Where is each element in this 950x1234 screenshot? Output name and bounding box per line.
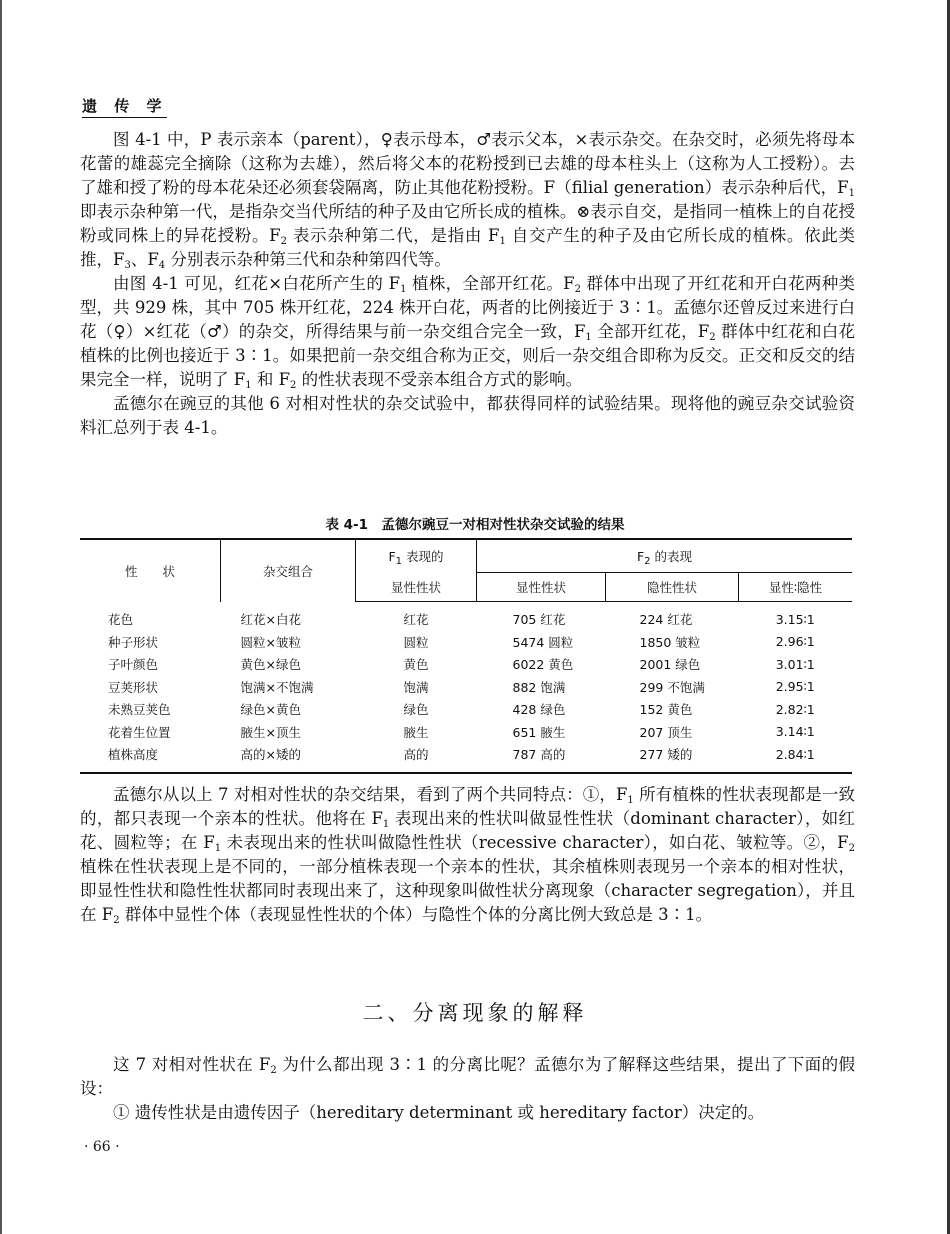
cell-ratio: 3.01∶1 [775,656,815,672]
table-row [80,653,852,676]
subscript: 2 [574,284,582,295]
cell-cross: 黄色×绿色 [240,657,301,673]
cell-recessive: 207 顶生 [639,724,693,740]
results-table [80,538,852,774]
subscript: 1 [245,380,252,391]
cell-cross: 圆粒×皱粒 [240,634,301,650]
header-trait: 性 状 [80,539,221,602]
text-run: 即表示杂种第一代，是指杂交当代所结的种子及由它所长成的植株。⊗表示自交，是指同一植株上的自花授粉或同株上的异花授粉。F [80,202,855,245]
text-run: 表现出来的性状叫做显性性状（dominant character），如红花、圆粒等；在 F [80,809,855,852]
header-f2-dominant: 显性性状 [477,573,606,602]
subscript: 1 [585,332,592,343]
cell-trait: 植株高度 [80,743,221,773]
header-f2-recessive: 隐性性状 [606,573,739,602]
text-run: 图 4-1 中，P 表示亲本（parent），♀表示母本，♂表示父本，×表示杂交。在杂交时，必须先将母本花蕾的雄蕊完全摘除（这称为去雄），然后将父本的花粉授到已去雄的母本柱头上（这称为人工授粉）。去了雄和授了粉的母本花朵还必须套袋隔离，防止其他花粉授粉。F（filial generation）表示杂种后代，F [80,130,855,197]
subscript: 3 [124,260,131,271]
cell-recessive: 277 矮的 [606,743,739,773]
text-run: ① 遗传性状是由遗传因子（hereditary determinant 或 hereditary factor）决定的。 [113,1103,765,1122]
text-run: 全部开红花，F [591,322,710,341]
text-run: 群体中红花和白花植株的比例也接近于 3∶1。如果把前一杂交组合称为正交，则后一杂交组合即称为反交。正交和反交的结果完全一样，说明了 F [80,322,855,389]
table-row [80,602,852,631]
cell-ratio: 3.14∶1 [775,724,815,740]
cell-dominant: 705 红花 [512,612,566,628]
cell-cross: 高的×矮的 [221,743,356,773]
paragraph [80,783,855,927]
subscript: 1 [499,236,506,247]
cell-trait: 豆荚形状 [108,679,159,695]
subscript: 1 [848,188,855,199]
cell-ratio: 2.82∶1 [775,701,815,717]
cell-ratio: 2.95∶1 [775,679,815,695]
header-f2-group: $F_2$ 的表现 [477,539,853,573]
text-run: 植株在性状表现上是不同的，一部分植株表现一个亲本的性状，其余植株则表现另一个亲本的相对性状，即显性性状和隐性性状都同时表现出来了，这种现象叫做性状分离现象（character segregation），并且在 F [80,857,855,924]
cell-trait: 花着生位置 [108,724,171,740]
subscript: 4 [158,260,166,271]
text-run: 分别表示杂种第三代和杂种第四代等。 [165,250,451,269]
paragraph [80,272,855,392]
cell-cross: 红花×白花 [240,612,301,627]
cell-dominant: 787 高的 [477,743,606,773]
cell-f1: 高的 [356,743,477,773]
cell-recessive: 224 红花 [639,612,693,628]
subscript: 1 [627,795,634,806]
paragraph [80,1053,855,1101]
text-run: 这 7 对相对性状在 F [113,1055,271,1074]
cell-cross: 饱满×不饱满 [240,679,314,695]
text-run: 植株，全部开红花。F [406,274,575,293]
cell-dominant: 6022 黄色 [512,657,574,673]
page-left-edge [0,0,2,1234]
subscript: 2 [709,332,716,343]
table-row [80,631,852,654]
cell-dominant: 5474 圆粒 [512,634,574,650]
table-row [80,743,852,773]
subscript: 1 [382,819,390,830]
cell-f1: 圆粒 [403,634,429,650]
text-run: 自交产生的种子及由它所长成的植株。依此类推，F [80,226,855,269]
table-row [80,721,852,744]
cell-ratio: 2.96∶1 [775,634,815,650]
cell-trait: 种子形状 [108,634,159,650]
text-run: 由图 4-1 可见，红花×白花所产生的 F [113,274,401,293]
table-title: 表 4-1 孟德尔豌豆一对相对性状杂交试验的结果 [325,517,625,533]
text-run: 、F [130,250,159,269]
text-run: 孟德尔从以上 7 对相对性状的杂交结果，看到了两个共同特点：①，F [113,785,628,804]
text-run: 群体中出现了开红花和开白花两种类型，共 929 株，其中 705 株开红花，224 株开白花，两者的比例接近于 3∶1。孟德尔还曾反过来进行白花（♀）×红花（♂）的杂交，所得结果与前一杂交组合完全一致，F [80,274,855,341]
text-run: 所有植株的性状表现都是一致的，都只表现一个亲本的性状。他将在 F [80,785,856,828]
subscript: 2 [113,915,120,926]
header-f2-ratio: 显性∶隐性 [739,573,853,602]
header-cross: 杂交组合 [221,539,356,602]
cell-cross: 绿色×黄色 [240,702,301,718]
subscript: 2 [280,236,287,247]
cell-trait: 子叶颜色 [108,657,159,673]
text-run: 的性状表现不受亲本组合方式的影响。 [296,370,583,389]
table-row [80,698,852,721]
body-text-top [80,128,855,440]
subscript: 1 [400,284,407,295]
cell-ratio: 2.84∶1 [739,743,853,773]
cell-dominant: 651 腋生 [512,724,566,740]
cell-f1: 绿色 [403,702,429,718]
cell-cross: 腋生×顶生 [240,724,301,740]
header-f1 [356,539,477,573]
cell-recessive: 299 不饱满 [639,679,705,695]
body-text-mid [80,783,855,927]
cell-f1: 黄色 [403,657,429,673]
text-run: 孟德尔在豌豆的其他 6 对相对性状的杂交试验中，都获得同样的试验结果。现将他的豌豆杂交试验资料汇总列于表 4-1。 [80,394,855,437]
paragraph [80,1101,855,1125]
cell-recessive: 1850 皱粒 [639,634,701,650]
text-run: 表示杂种第二代，是指由 F [286,226,500,245]
cell-f1: 红花 [403,612,429,628]
header-f1-line2: 显性性状 [356,573,477,602]
cell-dominant: 882 饱满 [512,679,566,695]
cell-dominant: 428 绿色 [512,702,566,718]
section-heading: 二、分离现象的解释 [362,1001,588,1025]
text-run: 群体中显性个体（表现显性性状的个体）与隐性个体的分离比例大致总是 3∶1。 [119,905,713,924]
subscript: 2 [270,1065,277,1076]
text-run: 和 F [251,370,291,389]
cell-recessive: 2001 绿色 [639,657,701,673]
cell-f1: 腋生 [403,724,429,740]
subscript: 1 [214,843,222,854]
table-body [80,602,852,773]
cell-trait: 未熟豆荚色 [108,702,171,718]
body-text-bottom [80,1053,855,1125]
cell-ratio: 3.15∶1 [775,611,815,627]
paragraph [80,128,855,272]
header-f1-line1: $F_1$ 表现的 [388,549,444,568]
table-row [80,676,852,699]
running-head: 遗 传 学 [82,97,167,118]
text-run: 为什么都出现 3∶1 的分离比呢？孟德尔为了解释这些结果，提出了下面的假设： [80,1055,856,1098]
subscript: 2 [848,843,855,854]
page-number: · 66 · [84,1139,120,1155]
text-run: 未表现出来的性状叫做隐性性状（recessive character），如白花、皱粒等。②，F [221,833,849,852]
cell-f1: 饱满 [403,679,429,695]
cell-trait: 花色 [108,612,134,627]
paragraph [80,392,855,440]
subscript: 2 [290,380,297,391]
cell-recessive: 152 黄色 [639,702,693,718]
